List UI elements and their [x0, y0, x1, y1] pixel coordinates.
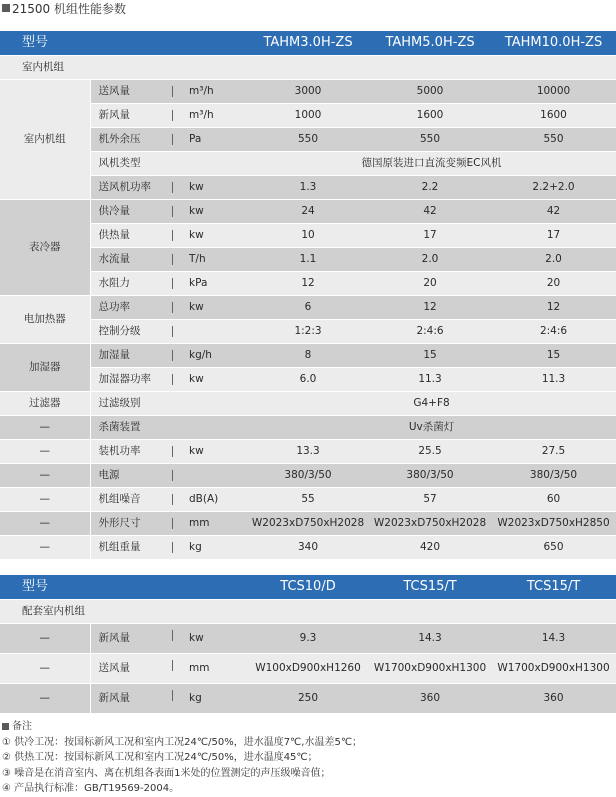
- table-row: [0, 296, 616, 320]
- table-row: [0, 272, 616, 296]
- unit-separator: [172, 86, 173, 97]
- page-title-text: 21500 机组性能参数: [12, 1, 126, 16]
- row-name: 供热量: [90, 224, 169, 248]
- unit-separator: [172, 254, 173, 265]
- row-category: —: [0, 654, 90, 684]
- row-span-value: G4+F8: [247, 392, 616, 416]
- performance-table: [0, 31, 616, 560]
- header-model-1: TCS10/D: [247, 575, 369, 600]
- unit-separator: [172, 350, 173, 361]
- unit-separator: [172, 302, 173, 313]
- table-row: [0, 80, 616, 104]
- row-unit-text: kPa: [189, 276, 208, 289]
- row-value: 20: [491, 272, 616, 296]
- header-model-1: TAHM3.0H-ZS: [247, 31, 369, 56]
- row-name: 新风量: [90, 104, 169, 128]
- row-value: 11.3: [369, 368, 491, 392]
- row-unit-text: mm: [189, 516, 210, 529]
- unit-separator: [172, 206, 173, 217]
- header-model-2: TCS15/T: [369, 575, 491, 600]
- table-row: [0, 248, 616, 272]
- table-header-row: [0, 575, 616, 600]
- row-unit-text: kg: [189, 691, 202, 704]
- row-name: 机组重量: [90, 536, 169, 560]
- unit-separator: [172, 326, 173, 337]
- row-span-value: Uv杀菌灯: [247, 416, 616, 440]
- row-value: 42: [491, 200, 616, 224]
- row-unit-text: kg/h: [189, 348, 212, 361]
- row-name: 机外余压: [90, 128, 169, 152]
- unit-separator: [172, 660, 173, 671]
- row-unit: [169, 464, 247, 488]
- matching-unit-table: [0, 575, 616, 714]
- row-name: 送风机功率: [90, 176, 169, 200]
- row-value: 380/3/50: [491, 464, 616, 488]
- row-span-value: 德国原装进口直流变频EC风机: [247, 152, 616, 176]
- unit-separator: [172, 518, 173, 529]
- row-value: 550: [369, 128, 491, 152]
- section-row: [0, 600, 616, 624]
- square-bullet-icon: [2, 723, 9, 730]
- row-name: 加湿量: [90, 344, 169, 368]
- row-value: 380/3/50: [247, 464, 369, 488]
- page-title: [2, 0, 126, 16]
- row-unit: [169, 368, 247, 392]
- unit-separator: [172, 690, 173, 701]
- row-unit: [169, 416, 247, 440]
- row-unit: [169, 272, 247, 296]
- row-value: 20: [369, 272, 491, 296]
- row-unit: [169, 152, 247, 176]
- table-row: [0, 464, 616, 488]
- row-value: 17: [369, 224, 491, 248]
- table-row: [0, 104, 616, 128]
- row-value: W100xD900xH1260: [247, 654, 369, 684]
- table-row: [0, 684, 616, 714]
- row-value: 2.0: [369, 248, 491, 272]
- row-unit: [169, 624, 247, 654]
- table-row: [0, 440, 616, 464]
- row-value: 10000: [491, 80, 616, 104]
- row-category: —: [0, 416, 90, 440]
- unit-separator: [172, 374, 173, 385]
- row-value: W2023xD750xH2028: [247, 512, 369, 536]
- row-value: 14.3: [491, 624, 616, 654]
- row-value: 55: [247, 488, 369, 512]
- table-row: [0, 536, 616, 560]
- square-bullet-icon: [2, 4, 10, 12]
- row-value: 12: [369, 296, 491, 320]
- row-unit: [169, 248, 247, 272]
- row-value: W2023xD750xH2028: [369, 512, 491, 536]
- unit-separator: [172, 278, 173, 289]
- row-category: —: [0, 624, 90, 654]
- row-value: 42: [369, 200, 491, 224]
- row-category: 表冷器: [0, 200, 90, 296]
- row-value: 3000: [247, 80, 369, 104]
- row-unit-text: kw: [189, 228, 204, 241]
- row-value: 2.2: [369, 176, 491, 200]
- row-unit: [169, 80, 247, 104]
- row-unit: [169, 128, 247, 152]
- row-value: 1.1: [247, 248, 369, 272]
- row-unit-text: kw: [189, 444, 204, 457]
- unit-separator: [172, 230, 173, 241]
- row-value: 1600: [491, 104, 616, 128]
- row-unit: [169, 296, 247, 320]
- row-category: —: [0, 464, 90, 488]
- row-value: 9.3: [247, 624, 369, 654]
- header-model-3: TCS15/T: [491, 575, 616, 600]
- row-unit: [169, 654, 247, 684]
- row-name: 控制分级: [90, 320, 169, 344]
- row-value: 11.3: [491, 368, 616, 392]
- table-row: [0, 200, 616, 224]
- row-unit-text: kw: [189, 631, 204, 644]
- row-value: 14.3: [369, 624, 491, 654]
- note-item: ④ 产品执行标准：GB/T19569-2004。: [2, 783, 180, 794]
- row-value: W1700xD900xH1300: [491, 654, 616, 684]
- row-name: 电源: [90, 464, 169, 488]
- row-unit: [169, 176, 247, 200]
- row-name: 供冷量: [90, 200, 169, 224]
- row-category: —: [0, 512, 90, 536]
- unit-separator: [172, 134, 173, 145]
- table-row: [0, 512, 616, 536]
- row-name: 送风量: [90, 654, 169, 684]
- header-model-2: TAHM5.0H-ZS: [369, 31, 491, 56]
- row-name: 加湿器功率: [90, 368, 169, 392]
- row-unit: [169, 512, 247, 536]
- table-row: [0, 224, 616, 248]
- row-unit: [169, 684, 247, 714]
- note-item: ① 供冷工况：按国标新风工况和室内工况24℃/50%，进水温度7℃,水温差5℃；: [2, 736, 363, 748]
- row-value: 550: [247, 128, 369, 152]
- row-value: 650: [491, 536, 616, 560]
- row-value: 57: [369, 488, 491, 512]
- row-unit-text: mm: [189, 661, 210, 674]
- row-name: 总功率: [90, 296, 169, 320]
- row-value: 1.3: [247, 176, 369, 200]
- row-category: 电加热器: [0, 296, 90, 344]
- section-row: [0, 56, 616, 80]
- row-name: 水流量: [90, 248, 169, 272]
- row-name: 装机功率: [90, 440, 169, 464]
- row-value: 2:4:6: [369, 320, 491, 344]
- row-category: 过滤器: [0, 392, 90, 416]
- row-unit-text: kw: [189, 372, 204, 385]
- row-value: 2.0: [491, 248, 616, 272]
- row-category: —: [0, 440, 90, 464]
- row-name: 水阻力: [90, 272, 169, 296]
- row-value: 27.5: [491, 440, 616, 464]
- header-model-label: 型号: [0, 575, 247, 600]
- row-value: W1700xD900xH1300: [369, 654, 491, 684]
- row-unit-text: m³/h: [189, 84, 214, 97]
- row-name: 送风量: [90, 80, 169, 104]
- section-title: 室内机组: [0, 56, 616, 80]
- row-value: 360: [491, 684, 616, 714]
- row-value: 2.2+2.0: [491, 176, 616, 200]
- row-value: 12: [491, 296, 616, 320]
- table-row: [0, 128, 616, 152]
- unit-separator: [172, 470, 173, 481]
- table-row: [0, 344, 616, 368]
- row-category: —: [0, 488, 90, 512]
- table-row: [0, 176, 616, 200]
- row-unit: [169, 440, 247, 464]
- row-value: 25.5: [369, 440, 491, 464]
- row-unit: [169, 488, 247, 512]
- row-value: 5000: [369, 80, 491, 104]
- row-value: 6: [247, 296, 369, 320]
- row-name: 新风量: [90, 624, 169, 654]
- row-value: 550: [491, 128, 616, 152]
- table-row: [0, 624, 616, 654]
- row-name: 新风量: [90, 684, 169, 714]
- row-value: 2:4:6: [491, 320, 616, 344]
- note-item: ② 供热工况：按国标新风工况和室内工况24℃/50%，进水温度45℃；: [2, 752, 318, 763]
- table-header-row: [0, 31, 616, 56]
- row-value: 1000: [247, 104, 369, 128]
- section-title: 配套室内机组: [0, 600, 616, 624]
- row-value: 13.3: [247, 440, 369, 464]
- table-row: [0, 320, 616, 344]
- row-category: 加湿器: [0, 344, 90, 392]
- row-unit: [169, 200, 247, 224]
- row-unit: [169, 536, 247, 560]
- row-unit-text: kw: [189, 300, 204, 313]
- row-value: W2023xD750xH2850: [491, 512, 616, 536]
- row-name: 机组噪音: [90, 488, 169, 512]
- row-value: 24: [247, 200, 369, 224]
- row-unit-text: kw: [189, 180, 204, 193]
- row-value: 1600: [369, 104, 491, 128]
- row-value: 380/3/50: [369, 464, 491, 488]
- row-unit: [169, 344, 247, 368]
- row-unit-text: T/h: [189, 252, 206, 265]
- row-value: 17: [491, 224, 616, 248]
- header-model-label: 型号: [0, 31, 247, 56]
- row-value: 12: [247, 272, 369, 296]
- table-row: [0, 488, 616, 512]
- unit-separator: [172, 494, 173, 505]
- row-category: —: [0, 684, 90, 714]
- row-unit: [169, 320, 247, 344]
- row-name: 杀菌装置: [90, 416, 169, 440]
- header-model-3: TAHM10.0H-ZS: [491, 31, 616, 56]
- table-row: [0, 392, 616, 416]
- row-value: 420: [369, 536, 491, 560]
- row-name: 外形尺寸: [90, 512, 169, 536]
- row-value: 15: [369, 344, 491, 368]
- row-value: 1:2:3: [247, 320, 369, 344]
- row-value: 60: [491, 488, 616, 512]
- row-value: 360: [369, 684, 491, 714]
- note-item: ③ 噪音是在消音室内、离在机组各表面1米处的位置测定的声压级噪音值；: [2, 767, 331, 779]
- row-unit-text: kg: [189, 540, 202, 553]
- row-unit-text: Pa: [189, 132, 202, 145]
- row-unit: [169, 224, 247, 248]
- row-value: 250: [247, 684, 369, 714]
- row-unit-text: kw: [189, 204, 204, 217]
- row-name: 风机类型: [90, 152, 169, 176]
- table-row: [0, 654, 616, 684]
- unit-separator: [172, 630, 173, 641]
- notes-heading: 备注: [2, 719, 362, 735]
- unit-separator: [172, 542, 173, 553]
- row-value: 10: [247, 224, 369, 248]
- row-category: 室内机组: [0, 80, 90, 200]
- unit-separator: [172, 446, 173, 457]
- notes-section: [2, 719, 362, 797]
- table-row: [0, 368, 616, 392]
- row-category: —: [0, 536, 90, 560]
- row-unit: [169, 104, 247, 128]
- unit-separator: [172, 182, 173, 193]
- row-name: 过滤级别: [90, 392, 169, 416]
- table-row: [0, 152, 616, 176]
- unit-separator: [172, 110, 173, 121]
- row-unit: [169, 392, 247, 416]
- row-value: 8: [247, 344, 369, 368]
- row-value: 6.0: [247, 368, 369, 392]
- row-value: 340: [247, 536, 369, 560]
- row-value: 15: [491, 344, 616, 368]
- table-row: [0, 416, 616, 440]
- row-unit-text: m³/h: [189, 108, 214, 121]
- row-unit-text: dB(A): [189, 492, 219, 505]
